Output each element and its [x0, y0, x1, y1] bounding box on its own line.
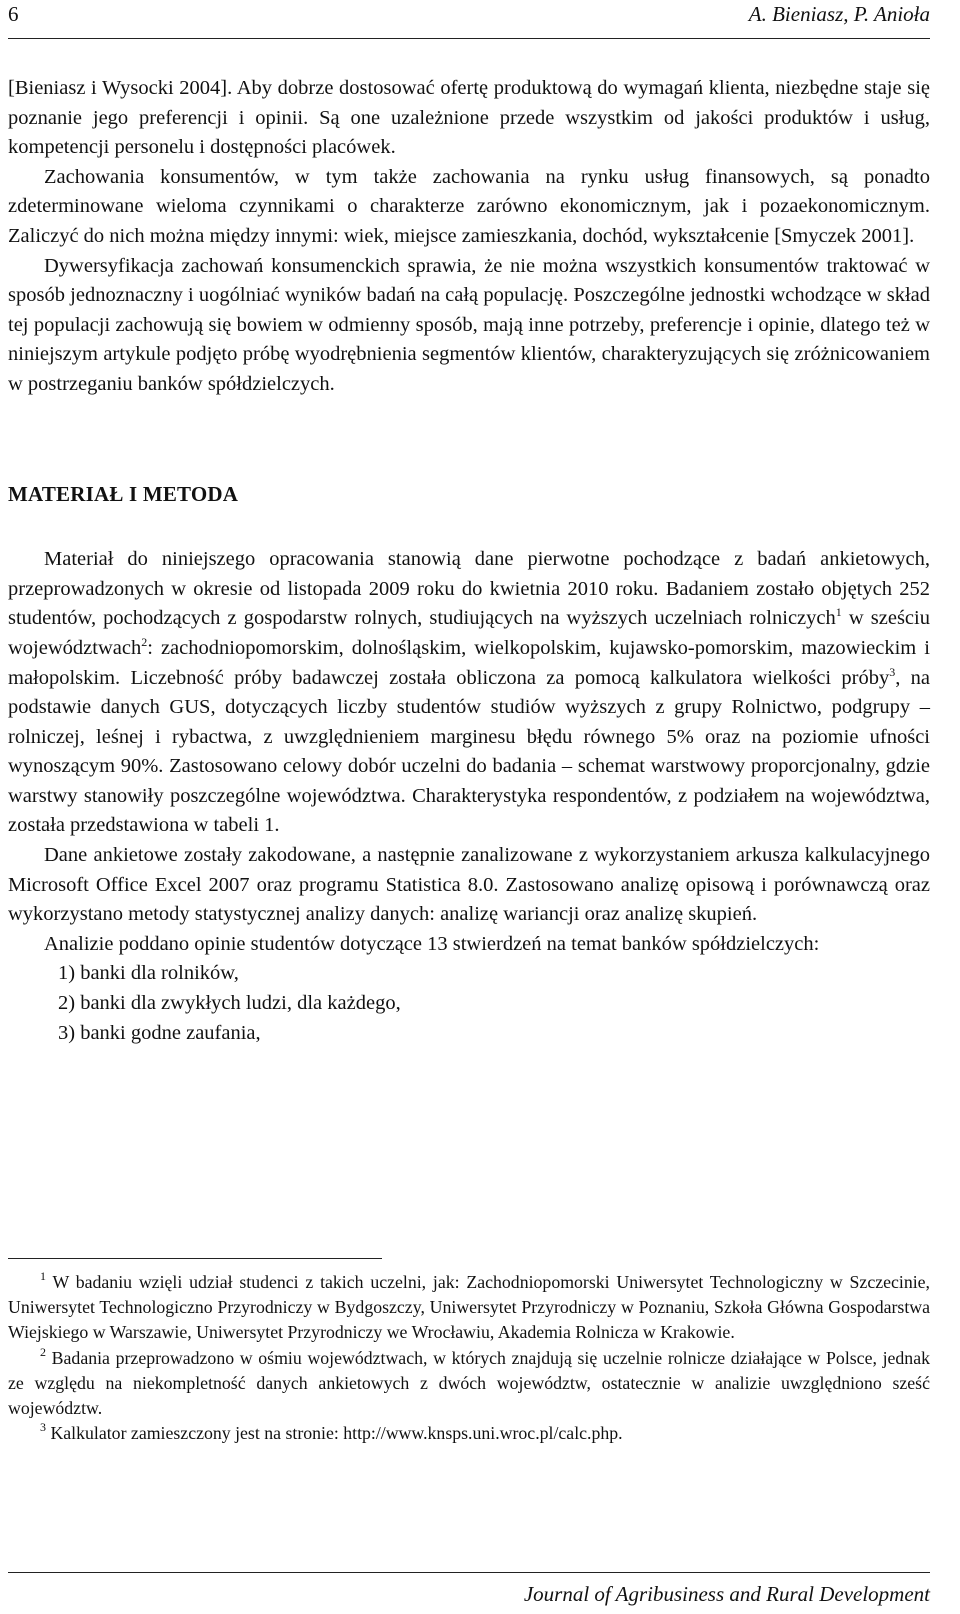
header-rule [8, 38, 930, 39]
footnotes [8, 1270, 930, 1446]
paragraph [8, 545, 930, 841]
footnote-number: 2 [40, 1344, 46, 1359]
footnote-2 [8, 1346, 930, 1422]
footnote-text: Kalkulator zamieszczony jest na stronie: http://www.knsps.uni.wroc.pl/calc.php. [46, 1423, 623, 1444]
footer-rule [8, 1572, 930, 1573]
footnote-number: 3 [40, 1420, 46, 1435]
paragraph: Dane ankietowe zostały zakodowane, a następnie zanalizowane z wykorzystaniem arkusza kalkulacyjnego Microsoft Office Excel 2007 oraz programu Statistica 8.0. Zastosowano analizę opisową i porównawczą oraz wykorzystano metody statystycznej analizy danych: analizę wariancji oraz analizę skupień. [8, 844, 930, 926]
footnote-3 [8, 1421, 930, 1446]
paragraph: Dywersyfikacja zachowań konsumenckich sprawia, że nie można wszystkich konsumentów traktować w sposób jednoznaczny i uogólniać wyników badań na całą populację. Poszczególne jednostki wchodzące w skład tej populacji zachowują się bowiem w odmienny sposób, mają inne potrzeby, preferencje i opinie, dlatego też w niniejszym artykule podjęto próbę wyodrębnienia segmentów klientów, charakteryzujących się zróżnicowaniem w postrzeganiu banków spółdzielczych. [8, 254, 930, 395]
section-heading: MATERIAŁ I METODA [8, 481, 239, 506]
footnote-text: W badaniu wzięli udział studenci z takich uczelni, jak: Zachodniopomorski Uniwersytet Technologiczny w Szczecinie, Uniwersytet Technologiczno Przyrodniczy w Bydgoszczy, Uniwersytet Przyrodniczy w Poznaniu, Szkoła Główna Gospodarstwa Wiejskiego w Warszawie, Uniwersytet Przyrodniczy we Wrocławiu, Akademia Rolnicza w Krakowie. [8, 1272, 930, 1343]
paragraph: Zachowania konsumentów, w tym także zachowania na rynku usług finansowych, są ponadto zdeterminowane wieloma czynnikami o charakterze zarówno ekonomicznym, jak i pozaekonomicznym. Zaliczyć do nich można między innymi: wiek, miejsce zamieszkania, dochód, wykształcenie [Smyczek 2001]. [8, 165, 930, 247]
footnote-ref-1: 1 [835, 605, 842, 620]
footnote-ref-3: 3 [889, 664, 896, 679]
footnote-number: 1 [40, 1269, 46, 1283]
document-page [8, 0, 930, 1614]
paragraph-text: : zachodniopomorskim, dolnośląskim, wielkopolskim, kujawsko-pomorskim, mazowieckim i małopolskim. Liczebność próby badawczej została obliczona za pomocą kalkulatora wielkości próby [8, 636, 930, 689]
list-item: 2) banki dla zwykłych ludzi, dla każdego, [58, 992, 401, 1015]
running-header-authors: A. Bieniasz, P. Anioła [748, 2, 930, 26]
running-header [8, 2, 930, 32]
paragraph-text: , na podstawie danych GUS, dotyczących liczby studentów studiów wyższych z grupy Rolnictwo, podgrupy – rolniczej, leśnej i rybactwa, z uwzględnieniem marginesu błędu równego 5% oraz na poziomie ufności wynoszącym 90%. Zastosowano celowy dobór uczelni do badania – schemat warstwowy proporcjonalny, gdzie warstwy stanowiły poszczególne województwa. Charakterystyka respondentów, z podziałem na województwa, została przedstawiona w tabeli 1. [8, 666, 930, 837]
footnote-text: Badania przeprowadzono w ośmiu województwach, w których znajdują się uczelnie rolnicze działające w Polsce, jednak ze względu na niekompletność danych ankietowych z dwóch województw, ostatecznie w analizie uwzględniono sześć województw. [8, 1347, 930, 1419]
body-text [8, 74, 930, 1048]
list-item: 1) banki dla rolników, [58, 962, 239, 985]
list-item: 3) banki godne zaufania, [58, 1021, 261, 1044]
footnote-rule [8, 1258, 382, 1259]
footnote-ref-2: 2 [141, 634, 148, 649]
page-number: 6 [8, 2, 19, 26]
paragraph-text: Materiał do niniejszego opracowania stanowią dane pierwotne pochodzące z badań ankietowych, przeprowadzonych w okresie od listopada 2009 roku do kwietnia 2010 roku. Badaniem zostało objętych 252 studentów, pochodzących z gospodarstw rolnych, studiujących na wyższych uczelniach rolniczych [8, 548, 930, 630]
paragraph-text: w sześciu województwach [8, 607, 930, 659]
paragraph: Analizie poddano opinie studentów dotyczące 13 stwierdzeń na temat banków spółdzielczych: [44, 932, 820, 955]
footnote-1 [8, 1270, 930, 1346]
journal-footer: Journal of Agribusiness and Rural Development [523, 1582, 930, 1606]
statement-list [8, 959, 930, 1048]
paragraph: [Bieniasz i Wysocki 2004]. Aby dobrze dostosować ofertę produktową do wymagań klienta, niezbędne staje się poznanie jego preferencji i opinii. Są one uzależnione przede wszystkim od jakości produktów i usług, kompetencji personelu i dostępności placówek. [8, 77, 930, 159]
